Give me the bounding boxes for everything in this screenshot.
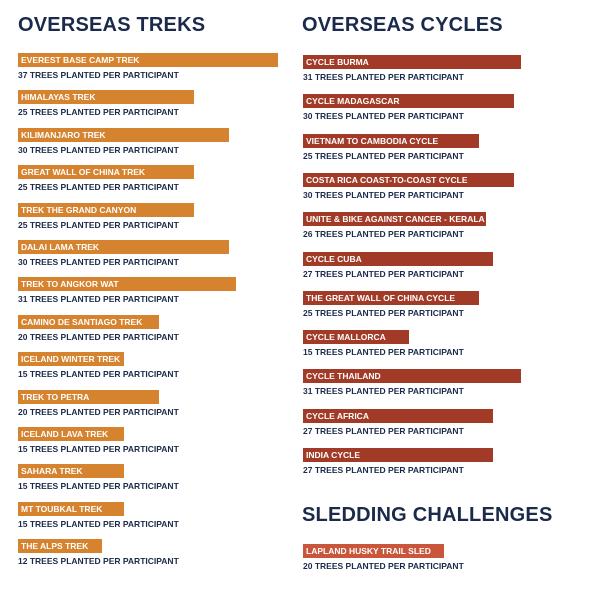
value-number: 20 — [303, 561, 313, 571]
value-label — [18, 481, 179, 492]
value-unit: TREES PLANTED PER PARTICIPANT — [29, 331, 179, 342]
bar — [18, 390, 159, 404]
value-number: 20 — [18, 406, 28, 417]
value-label — [303, 465, 464, 476]
value-number: 25 — [303, 307, 313, 318]
value-number: 27 — [303, 425, 313, 436]
value-number: 15 — [303, 347, 313, 358]
value-number: 12 — [18, 556, 28, 567]
bar-label: CYCLE MADAGASCAR — [306, 96, 400, 107]
bar-label: TREK TO PETRA — [21, 391, 90, 402]
value-number: 15 — [18, 369, 28, 380]
bar — [18, 203, 194, 217]
value-number: 30 — [18, 257, 28, 267]
bar-label: GREAT WALL OF CHINA TREK — [21, 167, 146, 178]
bar-label: CYCLE AFRICA — [306, 410, 369, 421]
value-label — [303, 151, 464, 162]
bar — [18, 90, 194, 104]
bar — [303, 252, 493, 266]
value-unit: TREES PLANTED PER PARTICIPANT — [29, 369, 179, 380]
value-unit: TREES PLANTED PER PARTICIPANT — [29, 182, 179, 193]
value-unit: TREES PLANTED PER PARTICIPANT — [314, 268, 464, 279]
value-unit: TREES PLANTED PER PARTICIPANT — [314, 465, 464, 475]
value-number: 31 — [303, 72, 313, 82]
bar — [18, 128, 229, 142]
bar — [303, 173, 514, 187]
bar — [18, 352, 124, 366]
value-number: 30 — [303, 189, 313, 200]
bar — [303, 448, 493, 462]
bar — [303, 94, 514, 108]
bar-label: CYCLE CUBA — [306, 253, 362, 264]
value-unit: TREES PLANTED PER PARTICIPANT — [29, 219, 179, 230]
bar — [303, 369, 521, 383]
cycles-title: OVERSEAS CYCLES — [302, 14, 503, 36]
value-label — [303, 229, 464, 240]
value-label — [18, 556, 179, 567]
bar — [18, 427, 124, 441]
value-label — [18, 294, 179, 305]
value-label — [303, 308, 464, 319]
bar-label: CAMINO DE SANTIAGO TREK — [21, 316, 143, 327]
value-label — [18, 145, 179, 156]
bar — [18, 502, 124, 516]
bar — [303, 330, 409, 344]
value-label — [18, 107, 179, 118]
bar — [18, 165, 194, 179]
value-label — [18, 369, 179, 380]
value-number: 15 — [18, 481, 28, 492]
bar — [303, 134, 479, 148]
value-label — [18, 220, 179, 231]
value-unit: TREES PLANTED PER PARTICIPANT — [29, 556, 179, 567]
value-unit: TREES PLANTED PER PARTICIPANT — [29, 144, 179, 155]
treks-title: OVERSEAS TREKS — [18, 14, 206, 36]
value-unit: TREES PLANTED PER PARTICIPANT — [314, 347, 464, 358]
bar — [18, 464, 124, 478]
value-unit: TREES PLANTED PER PARTICIPANT — [29, 107, 179, 118]
value-label — [303, 190, 464, 201]
bar — [303, 55, 521, 69]
value-number: 15 — [18, 518, 28, 529]
value-number: 25 — [18, 182, 28, 193]
bar-label: THE ALPS TREK — [21, 541, 89, 552]
value-unit: TREES PLANTED PER PARTICIPANT — [29, 70, 179, 80]
bar-label: ICELAND LAVA TREK — [21, 429, 109, 439]
value-label — [303, 561, 464, 572]
value-unit: TREES PLANTED PER PARTICIPANT — [29, 518, 179, 529]
value-label — [18, 70, 179, 81]
bar — [18, 240, 229, 254]
value-label — [18, 407, 179, 418]
value-number: 31 — [303, 386, 313, 397]
value-label — [303, 269, 464, 280]
value-label — [18, 519, 179, 530]
bar-label: ICELAND WINTER TREK — [21, 354, 121, 365]
bar-label: TREK THE GRAND CANYON — [21, 204, 137, 215]
bar — [18, 315, 159, 329]
value-unit: TREES PLANTED PER PARTICIPANT — [314, 561, 464, 571]
value-label — [18, 332, 179, 343]
value-unit: TREES PLANTED PER PARTICIPANT — [314, 229, 464, 240]
value-unit: TREES PLANTED PER PARTICIPANT — [314, 189, 464, 200]
value-unit: TREES PLANTED PER PARTICIPANT — [314, 307, 464, 318]
bar-label: CYCLE BURMA — [306, 57, 369, 67]
value-label — [303, 111, 464, 122]
bar — [18, 53, 278, 67]
value-number: 25 — [303, 150, 313, 161]
value-label — [303, 426, 464, 437]
bar — [303, 544, 444, 558]
value-unit: TREES PLANTED PER PARTICIPANT — [314, 425, 464, 436]
bar-label: KILIMANJARO TREK — [21, 129, 106, 140]
bar-label: LAPLAND HUSKY TRAIL SLED — [306, 546, 431, 556]
bar-label: CYCLE MALLORCA — [306, 332, 386, 343]
value-number: 20 — [18, 331, 28, 342]
value-label — [303, 347, 464, 358]
sledding-title: SLEDDING CHALLENGES — [302, 504, 553, 526]
value-number: 26 — [303, 229, 313, 240]
value-unit: TREES PLANTED PER PARTICIPANT — [29, 444, 179, 454]
bar — [18, 277, 236, 291]
value-number: 37 — [18, 70, 28, 80]
value-unit: TREES PLANTED PER PARTICIPANT — [29, 481, 179, 492]
value-label — [18, 257, 179, 268]
bar-label: TREK TO ANGKOR WAT — [21, 279, 119, 290]
bar-label: SAHARA TREK — [21, 466, 83, 477]
value-unit: TREES PLANTED PER PARTICIPANT — [314, 150, 464, 161]
value-number: 27 — [303, 465, 313, 475]
value-label — [303, 72, 464, 83]
bar — [303, 291, 479, 305]
bar-label: INDIA CYCLE — [306, 450, 360, 460]
value-label — [18, 444, 179, 455]
bar-label: UNITE & BIKE AGAINST CANCER - KERALA — [306, 214, 485, 225]
value-unit: TREES PLANTED PER PARTICIPANT — [314, 72, 464, 82]
value-number: 27 — [303, 268, 313, 279]
bar-label: MT TOUBKAL TREK — [21, 503, 103, 514]
value-label — [303, 386, 464, 397]
bar-label: THE GREAT WALL OF CHINA CYCLE — [306, 292, 456, 303]
bar-label: CYCLE THAILAND — [306, 371, 381, 382]
bar — [18, 539, 102, 553]
value-unit: TREES PLANTED PER PARTICIPANT — [314, 111, 464, 122]
value-number: 31 — [18, 294, 28, 305]
value-number: 30 — [303, 111, 313, 122]
bar-label: HIMALAYAS TREK — [21, 92, 96, 103]
value-number: 30 — [18, 144, 28, 155]
value-unit: TREES PLANTED PER PARTICIPANT — [29, 294, 179, 305]
value-unit: TREES PLANTED PER PARTICIPANT — [314, 386, 464, 397]
value-unit: TREES PLANTED PER PARTICIPANT — [29, 257, 179, 267]
value-unit: TREES PLANTED PER PARTICIPANT — [29, 406, 179, 417]
bar — [303, 409, 493, 423]
value-number: 15 — [18, 444, 28, 454]
bar-label: COSTA RICA COAST-TO-COAST CYCLE — [306, 174, 468, 185]
value-label — [18, 182, 179, 193]
bar — [303, 212, 486, 226]
bar-label: DALAI LAMA TREK — [21, 242, 100, 252]
bar-label: VIETNAM TO CAMBODIA CYCLE — [306, 135, 439, 146]
value-number: 25 — [18, 219, 28, 230]
bar-label: EVEREST BASE CAMP TREK — [21, 55, 140, 65]
value-number: 25 — [18, 107, 28, 118]
